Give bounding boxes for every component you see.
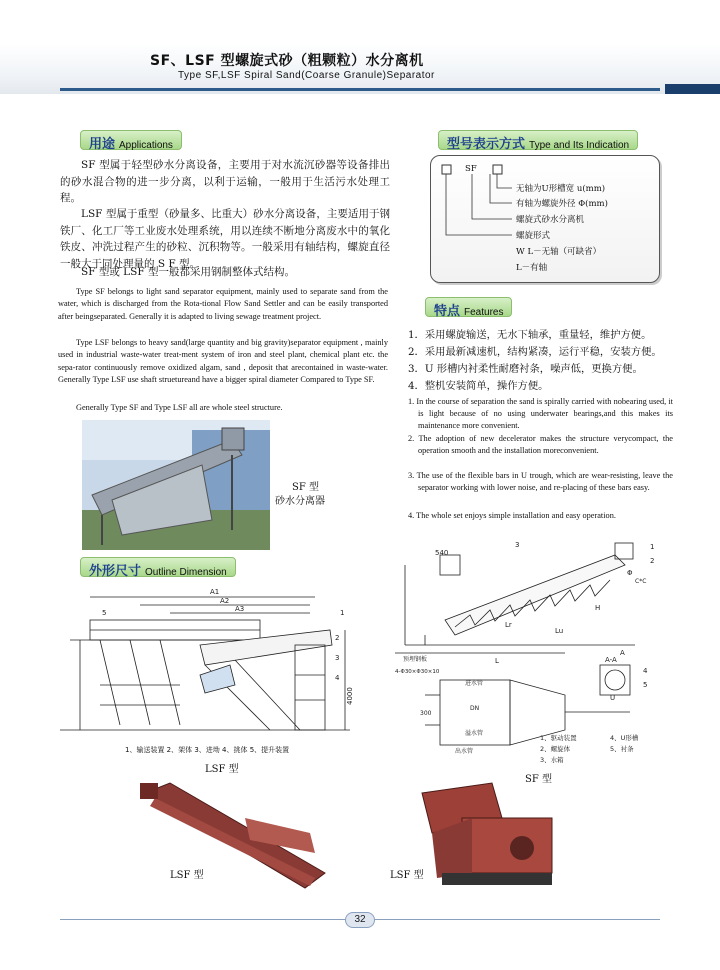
model-heading — [438, 130, 638, 150]
page-subtitle: Type SF,LSF Spiral Sand(Coarse Granule)Separator — [178, 70, 435, 81]
sf-label-h: H — [595, 604, 601, 612]
sf-label-2: 2 — [650, 557, 655, 565]
lsf-label-2: 2 — [335, 634, 340, 642]
sf-label-dn: DN — [470, 705, 480, 712]
model-line-6: L－有轴 — [516, 263, 548, 273]
outline-heading-cn: 外形尺寸 — [89, 564, 142, 579]
sf-photo-caption-2: 砂水分离器 — [275, 496, 325, 507]
sf-label-aa: A-A — [605, 656, 617, 664]
sf-label-phi: Φ — [627, 569, 633, 577]
lsf-label-3: 3 — [335, 654, 340, 662]
features-heading-en: Features — [464, 307, 504, 318]
sf-label-overflow: 溢水管 — [465, 730, 484, 737]
applications-heading-en: Applications — [119, 140, 173, 151]
sf-label-1: 1 — [650, 543, 655, 551]
header-rule — [60, 88, 660, 91]
sf-photo-caption-1: SF 型 — [292, 482, 319, 493]
sf-label-inlet: 进水管 — [465, 680, 484, 687]
feature-cn-4: 4．整机安装简单，操作方便。 — [408, 380, 549, 392]
sf-label-plate: 预埋钢板 — [403, 656, 428, 663]
lsf-photo-right-caption: LSF 型 — [390, 870, 424, 881]
sf-separator-photo — [82, 420, 270, 550]
applications-heading-cn: 用途 — [89, 137, 116, 152]
feature-en-2: 2. The adoption of new decelerator makes the structure verycompact, the operation smooth and the installation moreconvenient. — [408, 434, 673, 455]
sf-label-300: 300 — [420, 710, 432, 717]
sf-label-a: A — [620, 649, 625, 657]
lsf-label-1: 1 — [340, 609, 345, 617]
model-heading-cn: 型号表示方式 — [447, 137, 526, 152]
sf-label-lu: Lu — [555, 627, 564, 635]
model-line-2: 有轴为螺旋外径 Φ(mm) — [516, 199, 608, 209]
model-line-4: 螺旋形式 — [516, 231, 551, 241]
model-heading-en: Type and Its Indication — [529, 140, 630, 151]
lsf-legend: 1、输送装置 2、架体 3、进坳 4、挑体 5、提升装置 — [125, 746, 290, 754]
lsf-label-4: 4 — [335, 674, 340, 682]
sf-label-4: 4 — [643, 667, 648, 675]
sf-label-anchor: 4-Φ30×Φ30×10 — [395, 669, 440, 675]
sf-label-540: 540 — [435, 549, 449, 557]
lsf-label-a2: A2 — [220, 597, 230, 605]
sf-drawing-caption: SF 型 — [525, 774, 552, 785]
sf-label-lr: Lr — [505, 621, 512, 629]
lsf-label-a1: A1 — [210, 588, 220, 596]
applications-cn-p1: SF 型属于轻型砂水分离设备，主要用于对水流沉砂器等设备排出的砂水混合物的进一步分离，以利于运输，一般用于生活污水处理工程。 — [60, 159, 390, 204]
feature-cn-3: 3．U 形槽内衬柔性耐磨衬条，噪声低，更换方便。 — [408, 363, 643, 375]
model-line-3: 螺旋式砂水分离机 — [516, 215, 585, 225]
applications-en-p1: Type SF belongs to light sand separator equipment, mainly used to separate sand from the water, which is discharged from the Rota-tional Flow Sand Settler and can be easily transported after beingseparated. Generally it is adapted to living sewage treatment project. — [58, 287, 388, 321]
sf-legend-5: 5、衬条 — [610, 745, 634, 753]
sf-legend-1: 1、驱动装置 — [540, 734, 577, 742]
sf-legend-3: 3、水箱 — [540, 756, 564, 764]
feature-en-4: 4. The whole set enjoys simple installation and easy operation. — [408, 511, 616, 520]
features-heading — [425, 297, 512, 317]
lsf-label-a3: A3 — [235, 605, 245, 613]
outline-heading — [80, 557, 236, 577]
model-code: SF — [465, 164, 477, 174]
feature-cn-2: 2．采用最新减速机，结构紧凑，运行平稳，安装方便。 — [408, 346, 662, 358]
sf-legend-4: 4、U形槽 — [610, 734, 639, 742]
applications-cn-p2: LSF 型属于重型（砂量多、比重大）砂水分离设备，主要适用于钢铁厂、化工厂等工业废水处理系统，用以连续不断地分离废水中的氧化铁皮、冲洗过程产生的砂粒、沉积物等。一般采用有轴结构，螺旋直径一般大于同处理量的 S F 型。 — [60, 208, 390, 270]
sf-label-3: 3 — [515, 541, 520, 549]
sf-label-l: L — [495, 657, 499, 665]
feature-en-3: 3. The use of the flexible bars in U trough, which are wear-resisting, leave the separator working with lower noise, and re-placing of these bars easy. — [408, 471, 673, 492]
applications-heading — [80, 130, 182, 150]
feature-en-1: 1. In the course of separation the sand is spirally carried with nobearing used, it is light because of no using underwater bearings,and this makes its maintenance more convenient. — [408, 397, 673, 430]
sf-label-u: U — [610, 694, 616, 702]
sf-legend-2: 2、螺旋体 — [540, 745, 571, 753]
sf-label-outlet: 出水管 — [455, 748, 474, 755]
outline-heading-en: Outline Dimension — [145, 567, 227, 578]
sf-label-5: 5 — [643, 681, 648, 689]
applications-en-p2: Type LSF belongs to heavy sand(large quantity and big gravity)separator equipment , mainly used in industrial waste-water treat-ment system of iron and steel plant, chemical plant etc. the sepa-rator continuously remove oxidized algam, sand , deposit that arecontained in waste-water. Generally Type LSF use shaft struetureand have a bigger spiral diameter Compared to Type SF. — [58, 338, 388, 384]
lsf-label-4000: 4000 — [346, 687, 354, 705]
page-title: SF、LSF 型螺旋式砂（粗颗粒）水分离机 — [150, 53, 424, 69]
lsf-photo-right — [412, 778, 562, 893]
lsf-label-5: 5 — [102, 609, 107, 617]
lsf-photo-left — [125, 778, 335, 893]
lsf-drawing-caption: LSF 型 — [205, 764, 239, 775]
sf-label-cxc: C*C — [635, 578, 647, 585]
model-line-1: 无轴为U形槽宽 u(mm) — [516, 184, 606, 194]
page-number: 32 — [345, 912, 375, 928]
lsf-photo-left-caption: LSF 型 — [170, 870, 204, 881]
feature-cn-1: 1．采用螺旋输送，无水下轴承，重量轻，维护方便。 — [408, 329, 652, 341]
model-line-5: W L－无轴（可缺省） — [516, 247, 602, 257]
sf-outline-drawing — [395, 535, 665, 775]
features-heading-cn: 特点 — [434, 304, 461, 319]
applications-cn-p3: SF 型或 LSF 型一般都采用钢制整体式结构。 — [81, 266, 295, 278]
header-corner-block — [665, 84, 720, 94]
lsf-outline-drawing — [60, 585, 360, 745]
applications-en-p3: Generally Type SF and Type LSF all are whole steel structure. — [76, 403, 283, 412]
